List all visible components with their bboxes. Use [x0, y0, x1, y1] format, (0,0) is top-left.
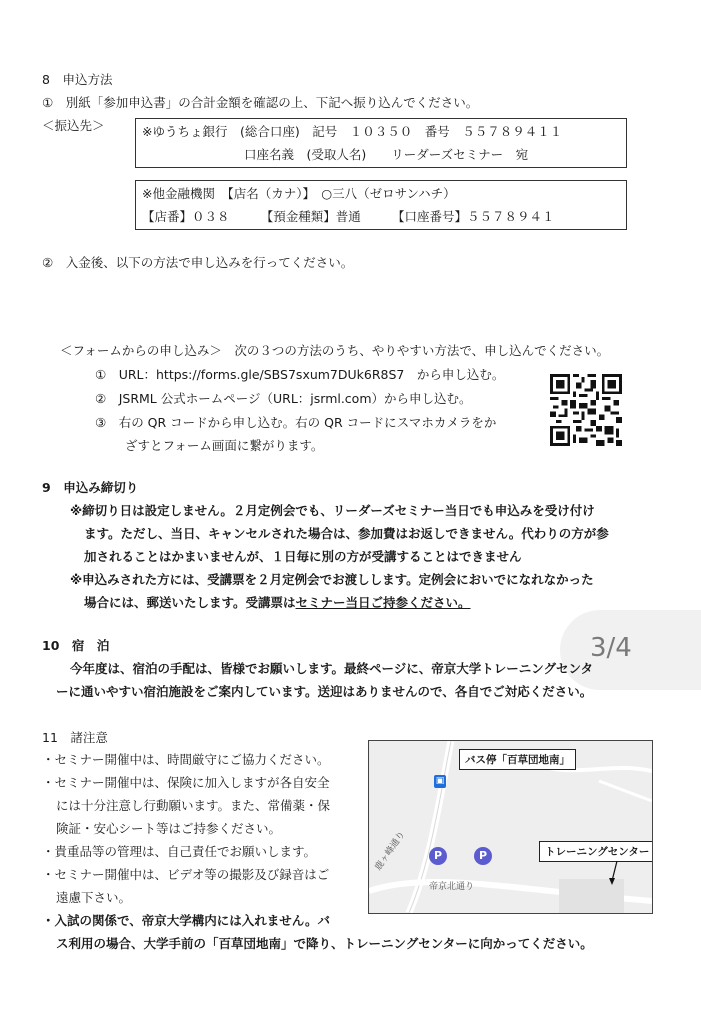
yucho-account-box	[135, 118, 627, 168]
form-option-url[interactable]: ① URL：https://forms.gle/SBS7sxum7DUk6R8S7 から申し込む。	[95, 367, 505, 382]
training-center-label: トレーニングセンター	[539, 841, 653, 862]
sec11-line9: ス利用の場合、大学手前の「百草団地南」で降り、トレーニングセンターに向かってください。	[56, 936, 593, 951]
sec9-heading: 9 申込み締切り	[42, 480, 139, 495]
sec9-p2-line2	[84, 595, 471, 610]
parking-pin-icon: P	[474, 847, 492, 865]
box2-line2: 【店番】０３８ 【預金種類】普通 【口座番号】５５７８９４１	[142, 209, 555, 224]
sec9-p1-line2: ます。ただし、当日、キャンセルされた場合は、参加費はお返しできません。代わりの方が参	[84, 526, 609, 541]
access-map	[368, 740, 653, 914]
road-label-1: 帝京北通り	[429, 882, 475, 892]
sec9-p1-line1: ※締切り日は設定しません。２月定例会でも、リーダーズセミナー当日でも申込みを受け付け	[70, 503, 595, 518]
sec10-heading: 10 宿 泊	[42, 638, 110, 653]
sec9-p2-underlined: セミナー当日ご持参ください。	[295, 595, 471, 610]
sec11-line4: 険証・安心シート等はご持参ください。	[56, 821, 282, 836]
bus-stop-icon: ▣	[435, 776, 445, 786]
qr-code-icon[interactable]	[550, 374, 622, 446]
sec11-heading: 11 諸注意	[42, 730, 108, 745]
box1-line1: ※ゆうちょ銀行 (総合口座) 記号 １０３５０ 番号 ５５７８９４１１	[142, 124, 563, 139]
sec11-line2: ・セミナー開催中は、保険に加入しますが各自安全	[42, 775, 330, 790]
sec11-line6: ・セミナー開催中は、ビデオ等の撮影及び録音はご	[42, 867, 330, 882]
box1-line2: 口座名義 (受取人名) リーダーズセミナー 宛	[244, 147, 529, 162]
sec9-p2-plain: 場合には、郵送いたします。受講票は	[84, 595, 296, 610]
road-label-2: 鹿ヶ峰通り	[373, 829, 408, 873]
bus-stop-label: バス停「百草団地南」	[459, 749, 576, 770]
transfer-label: ＜振込先＞	[42, 118, 105, 133]
other-bank-box	[135, 180, 627, 230]
box2-line1: ※他金融機関 【店名（カナ）】 ○三八（ゼロサンハチ）	[142, 186, 456, 201]
form-option-qr: ③ 右の QR コードから申し込む。右の QR コードにスマホカメラをか	[95, 415, 497, 430]
sec8-item1: ① 別紙「参加申込書」の合計金額を確認の上、下記へ振り込んでください。	[42, 95, 479, 110]
sec10-line2: ーに通いやすい宿泊施設をご案内しています。送迎はありませんので、各自でご対応ください。	[56, 684, 593, 699]
sec9-p2-line1: ※申込みされた方には、受講票を２月定例会でお渡しします。定例会においでになれなかった	[70, 572, 594, 587]
sec11-line5: ・貴重品等の管理は、自己責任でお願いします。	[42, 844, 317, 859]
sec11-line1: ・セミナー開催中は、時間厳守にご協力ください。	[42, 752, 330, 767]
sec11-line8: ・入試の関係で、帝京大学構内には入れません。バ	[42, 913, 331, 928]
sec8-item2: ② 入金後、以下の方法で申し込みを行ってください。	[42, 255, 354, 270]
sec11-line7: 遠慮下さい。	[56, 890, 132, 905]
parking-pin-icon: P	[429, 847, 447, 865]
form-intro: ＜フォームからの申し込み＞ 次の３つの方法のうち、やりやすい方法で、申し込んでください。	[60, 343, 610, 358]
sec8-heading: 8 申込方法	[42, 72, 113, 87]
sec10-line1: 今年度は、宿泊の手配は、皆様でお願いします。最終ページに、帝京大学トレーニングセンタ	[70, 661, 594, 676]
sec11-line3: には十分注意し行動願います。また、常備薬・保	[56, 798, 331, 813]
form-option-homepage[interactable]: ② JSRML 公式ホームページ（URL：jsrml.com）から申し込む。	[95, 391, 472, 406]
form-option-qr-cont: ざすとフォーム画面に繋がります。	[125, 438, 324, 453]
page-indicator: 3/4	[590, 633, 632, 663]
sec9-p1-line3: 加されることはかまいませんが、１日毎に別の方が受講することはできません	[84, 549, 522, 564]
